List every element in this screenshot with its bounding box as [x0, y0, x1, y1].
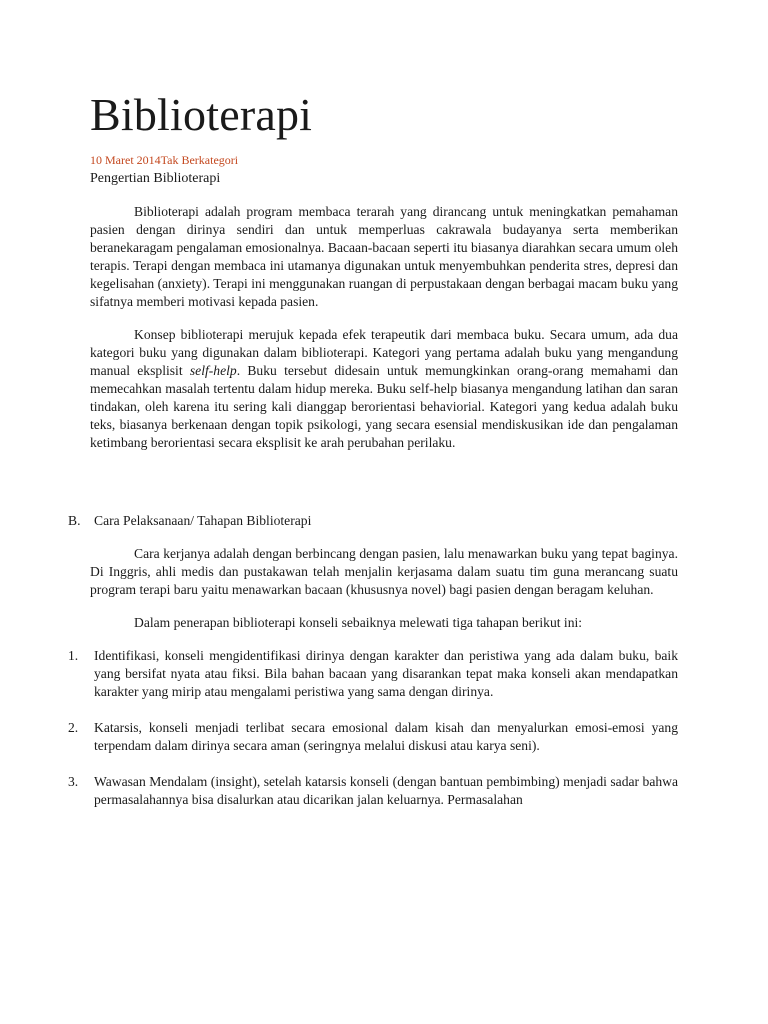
paragraph-stages-intro: Dalam penerapan biblioterapi konseli sebaiknya melewati tiga tahapan berikut ini:: [134, 615, 583, 630]
paragraph-concept-part2: . Buku tersebut didesain untuk memungkinkan orang-orang memahami dan memecahkan masalah tertentu dalam hidup mereka. Buku self-help biasanya mengandung latihan dan saran tindakan, oleh karena itu sering kali dianggap berorientasi behaviorial. Kategori yang kedua adalah buku teks, biasanya berkenaan dengan topik psikologi, yang secara esensial mendiskusikan ide dan pengalaman ketimbang berorientasi secara eksplisit ke arah perubahan perilaku.: [90, 363, 678, 450]
list-item-number: 1.: [68, 648, 79, 663]
post-meta[interactable]: 10 Maret 2014Tak Berkategori: [90, 153, 239, 167]
section-letter: B.: [68, 513, 81, 528]
stages-list: [68, 647, 678, 809]
paragraph-method: Cara kerjanya adalah dengan berbincang dengan pasien, lalu menawarkan buku yang tepat baginya. Di Inggris, ahli medis dan pustakawan telah menjalin kerjasama dalam suatu tim guna merancang suatu program terapi baru yaitu menawarkan bacaan (khususnya novel) bagi pasien dengan beragam keluhan.: [90, 546, 678, 597]
subtitle: Pengertian Biblioterapi: [90, 171, 221, 186]
paragraph-concept-part1: Konsep biblioterapi merujuk kepada efek terapeutik dari membaca buku. Secara umum, ada dua kategori buku yang digunakan dalam biblioterapi. Kategori yang pertama adalah buku yang mengandung manual eksplisit: [90, 327, 678, 378]
list-item-number: 3.: [68, 774, 79, 789]
list-item-text: Identifikasi, konseli mengidentifikasi dirinya dengan karakter dan peristiwa yang ada dalam buku, baik yang bersifat nyata atau fiksi. Bila bahan bacaan yang disarankan tepat maka konseli akan mendapatkan karakter yang mirip atau mengalami peristiwa yang sama dengan dirinya.: [94, 648, 678, 699]
list-item-text: Katarsis, konseli menjadi terlibat secara emosional dalam kisah dan menyalurkan emosi-emosi yang terpendam dalam dirinya secara aman (seringnya melalui diskusi atau karya seni).: [94, 720, 678, 753]
section-heading: [68, 512, 678, 530]
self-help-term: self-help: [189, 363, 237, 378]
section-title: Cara Pelaksanaan/ Tahapan Biblioterapi: [94, 513, 312, 528]
list-item: [68, 773, 678, 809]
list-item-text: Wawasan Mendalam (insight), setelah katarsis konseli (dengan bantuan pembimbing) menjadi sadar bahwa permasalahannya bisa disalurkan atau dicarikan jalan keluarnya. Permasalahan: [94, 774, 678, 807]
list-item: [68, 719, 678, 755]
list-item-number: 2.: [68, 720, 79, 735]
list-item: [68, 647, 678, 701]
paragraph-definition: Biblioterapi adalah program membaca terarah yang dirancang untuk meningkatkan pemahaman pasien dengan dirinya sendiri dan untuk memperluas cakrawala budayanya serta memberikan beranekaragam pengalaman emosionalnya. Bacaan-bacaan seperti itu biasanya diarahkan secara umum oleh terapis. Terapi dengan membaca ini utamanya digunakan untuk menyembuhkan penderita stres, depresi dan kegelisahan (anxiety). Terapi ini menggunakan ruangan di perpustakaan dengan berbagai macam buku yang sifatnya memberi motivasi kepada pasien.: [90, 204, 678, 309]
page-title: Biblioterapi: [90, 89, 313, 140]
paragraph-concept: [90, 326, 678, 452]
